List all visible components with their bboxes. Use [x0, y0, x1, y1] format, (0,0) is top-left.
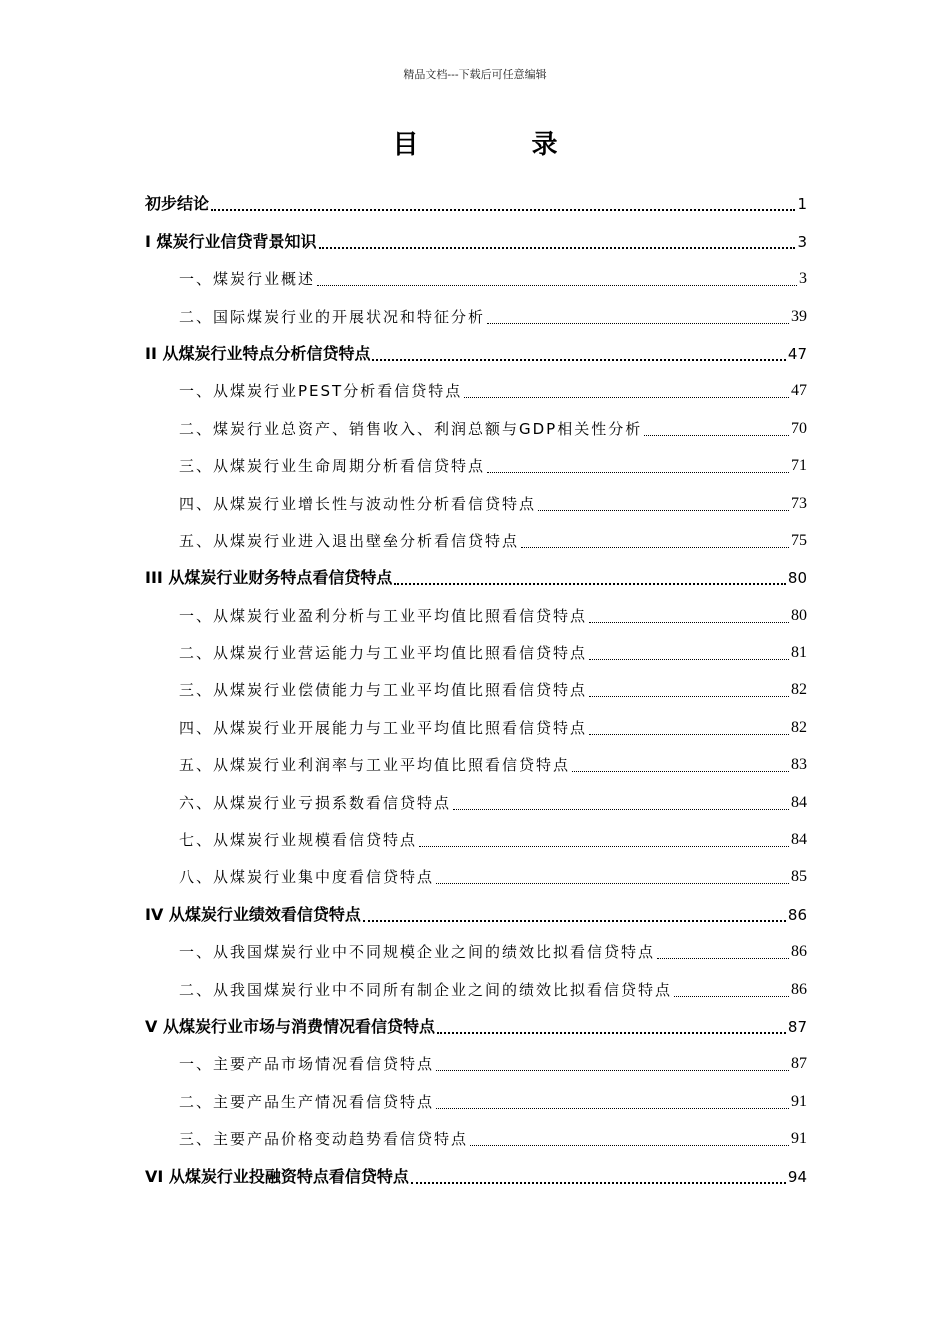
toc-page-number: 91	[791, 1092, 807, 1110]
dot-leader	[589, 682, 789, 697]
dot-leader	[521, 533, 789, 548]
toc-entry-title: 二、从煤炭行业营运能力与工业平均值比照看信贷特点	[179, 644, 588, 663]
toc-section-entry[interactable]	[145, 1119, 807, 1156]
header-note: 精品文档---下载后可任意编辑	[403, 68, 547, 81]
toc-entry-title: I 煤炭行业信贷背景知识	[145, 231, 317, 251]
toc-entry-title: 三、主要产品价格变动趋势看信贷特点	[179, 1130, 469, 1149]
dot-leader	[437, 1018, 786, 1034]
dot-leader	[372, 345, 785, 361]
toc-entry-title: 三、从煤炭行业生命周期分析看信贷特点	[179, 457, 486, 476]
toc-entry-title: 一、从煤炭行业盈利分析与工业平均值比照看信贷特点	[179, 606, 588, 625]
dot-leader	[419, 832, 789, 847]
toc-section-entry[interactable]	[145, 1044, 807, 1081]
toc-page-number: 1	[797, 195, 807, 214]
toc-page-number: 91	[791, 1130, 807, 1148]
toc-section-entry[interactable]	[145, 633, 807, 670]
toc-entry-title: II 从煤炭行业特点分析信贷特点	[145, 343, 371, 363]
dot-leader	[363, 906, 786, 922]
toc-page-number: 80	[791, 606, 807, 624]
toc-section-entry[interactable]	[145, 745, 807, 782]
toc-section-entry[interactable]	[145, 857, 807, 894]
toc-page-number: 3	[799, 270, 807, 288]
toc-page-number: 47	[791, 382, 807, 400]
toc-page-number: 3	[797, 232, 807, 251]
toc-section-entry[interactable]	[145, 595, 807, 632]
toc-page-number: 85	[791, 868, 807, 886]
toc-chapter-entry[interactable]	[145, 334, 807, 371]
dot-leader	[657, 944, 789, 959]
toc-section-entry[interactable]	[145, 259, 807, 296]
dot-leader	[411, 1168, 786, 1184]
dot-leader	[436, 1094, 789, 1109]
toc-entry-title: 一、从煤炭行业PEST分析看信贷特点	[179, 382, 463, 401]
dot-leader	[470, 1131, 789, 1146]
toc-entry-title: 二、主要产品生产情况看信贷特点	[179, 1092, 435, 1111]
toc-chapter-entry[interactable]	[145, 1156, 807, 1193]
toc-chapter-entry[interactable]	[145, 1007, 807, 1044]
toc-chapter-entry[interactable]	[145, 558, 807, 595]
toc-section-entry[interactable]	[145, 969, 807, 1006]
toc-page-number: 87	[791, 1055, 807, 1073]
toc-entry-title: 一、煤炭行业概述	[179, 270, 316, 289]
toc-section-entry[interactable]	[145, 371, 807, 408]
toc-page-number: 84	[791, 831, 807, 849]
toc-page-number: 86	[791, 943, 807, 961]
toc-page-number: 80	[787, 569, 807, 588]
toc-entry-title: 初步结论	[145, 194, 210, 214]
toc-entry-title: 二、从我国煤炭行业中不同所有制企业之间的绩效比拟看信贷特点	[179, 980, 673, 999]
toc-page-number: 82	[791, 681, 807, 699]
toc-page-number: 73	[791, 494, 807, 512]
toc-chapter-entry[interactable]	[145, 221, 807, 258]
toc-entry-title: VI 从煤炭行业投融资特点看信贷特点	[145, 1166, 409, 1186]
toc-section-entry[interactable]	[145, 932, 807, 969]
toc-entry-title: 四、从煤炭行业开展能力与工业平均值比照看信贷特点	[179, 718, 588, 737]
toc-page-number: 39	[791, 307, 807, 325]
dot-leader	[394, 569, 785, 585]
toc-entry-title: 二、煤炭行业总资产、销售收入、利润总额与GDP相关性分析	[179, 419, 643, 438]
toc-page-number: 81	[791, 644, 807, 662]
dot-leader	[674, 982, 789, 997]
dot-leader	[589, 720, 789, 735]
toc-page-number: 71	[791, 457, 807, 475]
dot-leader	[436, 869, 789, 884]
dot-leader	[317, 271, 797, 286]
toc-entry-title: 一、主要产品市场情况看信贷特点	[179, 1055, 435, 1074]
toc-entry-title: 七、从煤炭行业规模看信贷特点	[179, 831, 418, 850]
table-of-contents	[145, 184, 807, 1194]
toc-section-entry[interactable]	[145, 446, 807, 483]
dot-leader	[538, 496, 789, 511]
dot-leader	[487, 309, 789, 324]
dot-leader	[436, 1056, 789, 1071]
toc-page-number: 83	[791, 756, 807, 774]
toc-page-number: 82	[791, 718, 807, 736]
dot-leader	[572, 757, 789, 772]
toc-entry-title: V 从煤炭行业市场与消费情况看信贷特点	[145, 1016, 435, 1036]
toc-section-entry[interactable]	[145, 408, 807, 445]
toc-section-entry[interactable]	[145, 521, 807, 558]
toc-entry-title: 八、从煤炭行业集中度看信贷特点	[179, 868, 435, 887]
toc-section-entry[interactable]	[145, 782, 807, 819]
toc-page-number: 75	[791, 531, 807, 549]
toc-page-number: 87	[787, 1017, 807, 1036]
toc-entry-title: 五、从煤炭行业利润率与工业平均值比照看信贷特点	[179, 756, 571, 775]
toc-entry-title: 五、从煤炭行业进入退出壁垒分析看信贷特点	[179, 531, 520, 550]
toc-section-entry[interactable]	[145, 296, 807, 333]
toc-entry-title: 一、从我国煤炭行业中不同规模企业之间的绩效比拟看信贷特点	[179, 943, 656, 962]
dot-leader	[644, 421, 789, 436]
dot-leader	[487, 458, 789, 473]
toc-entry-title: 三、从煤炭行业偿债能力与工业平均值比照看信贷特点	[179, 681, 588, 700]
dot-leader	[211, 195, 795, 211]
toc-page-number: 84	[791, 793, 807, 811]
toc-entry-title: III 从煤炭行业财务特点看信贷特点	[145, 568, 393, 588]
toc-section-entry[interactable]	[145, 483, 807, 520]
toc-page-number: 86	[787, 905, 807, 924]
toc-chapter-entry[interactable]	[145, 184, 807, 221]
dot-leader	[589, 645, 789, 660]
toc-entry-title: 二、国际煤炭行业的开展状况和特征分析	[179, 307, 486, 326]
toc-section-entry[interactable]	[145, 707, 807, 744]
dot-leader	[319, 233, 796, 249]
dot-leader	[464, 383, 789, 398]
toc-page-number: 94	[787, 1167, 807, 1186]
toc-chapter-entry[interactable]	[145, 894, 807, 931]
toc-page-number: 86	[791, 980, 807, 998]
toc-page-number: 70	[791, 419, 807, 437]
page-title: 目 录	[392, 130, 610, 160]
dot-leader	[589, 608, 789, 623]
dot-leader	[453, 795, 789, 810]
toc-section-entry[interactable]	[145, 1081, 807, 1118]
toc-entry-title: 六、从煤炭行业亏损系数看信贷特点	[179, 793, 452, 812]
toc-section-entry[interactable]	[145, 820, 807, 857]
toc-section-entry[interactable]	[145, 670, 807, 707]
toc-page-number: 47	[787, 344, 807, 363]
toc-entry-title: 四、从煤炭行业增长性与波动性分析看信贷特点	[179, 494, 537, 513]
toc-entry-title: IV 从煤炭行业绩效看信贷特点	[145, 904, 361, 924]
